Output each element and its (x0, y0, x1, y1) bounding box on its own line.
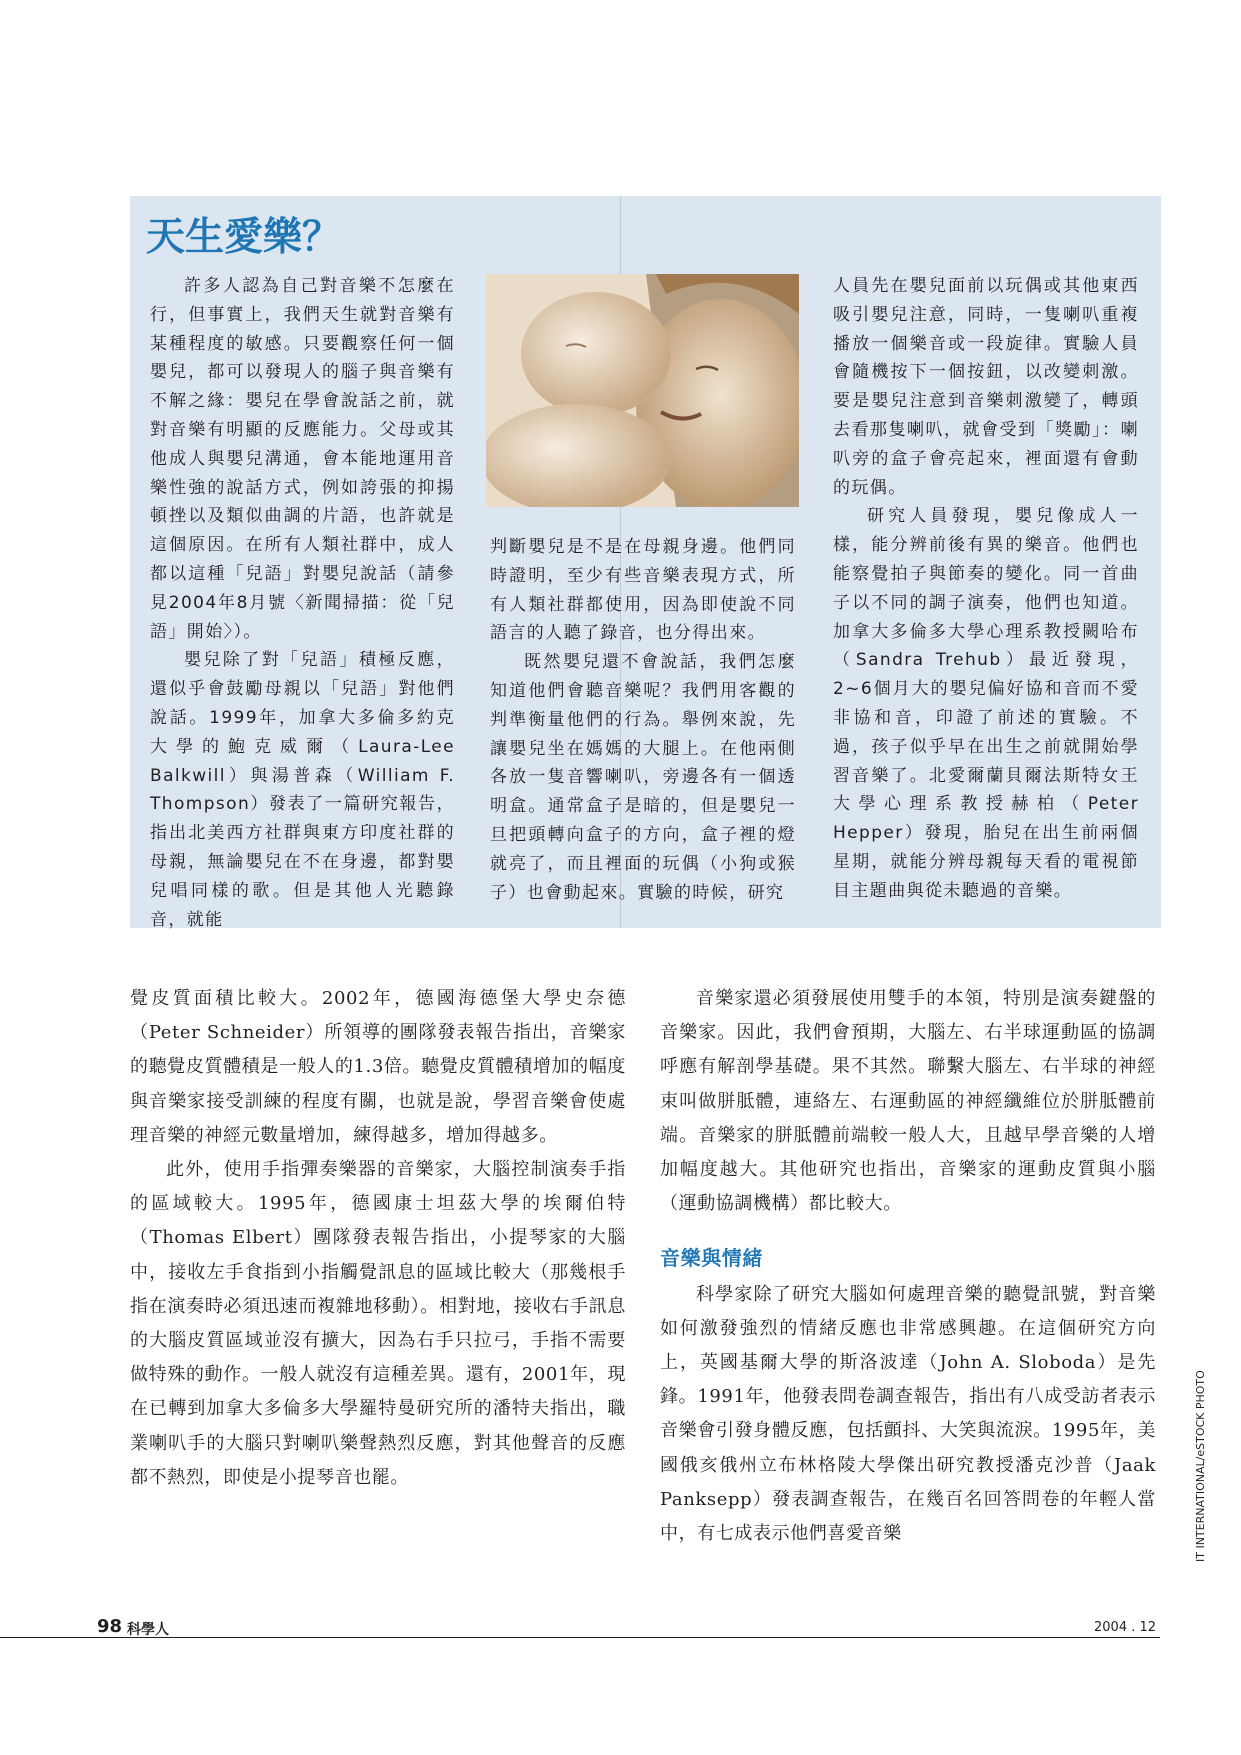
sidebar-paragraph: 嬰兒除了對「兒語」積極反應，還似乎會鼓勵母親以「兒語」對他們說話。1999年，加拿大多倫多約克大學的鮑克威爾（Laura-Lee Balkwill）與湯普森（William F. Thompson）發表了一篇研究報告，指出北美西方社群與東方印度社群的母親，無論嬰兒在不在身邊，都對嬰兒唱同樣的歌。但是其他人光聽錄音，就能 (150, 650, 455, 930)
body-paragraph: 覺皮質面積比較大。2002年，德國海德堡大學史奈德（Peter Schneider）所領導的團隊發表報告指出，音樂家的聽覺皮質體積是一般人的1.3倍。聽覺皮質體積增加的幅度與音樂家接受訓練的程度有關，也就是說，學習音樂會使處理音樂的神經元數量增加，練得越多，增加得越多。 (130, 988, 626, 1146)
body-paragraph: 音樂家還必須發展使用雙手的本領，特別是演奏鍵盤的音樂家。因此，我們會預期，大腦左、右半球運動區的協調呼應有解剖學基礎。果不其然。聯繫大腦左、右半球的神經束叫做胼胝體，連絡左、右運動區的神經纖維位於胼胝體前端。音樂家的胼胝體前端較一般人大，且越早學音樂的人增加幅度越大。其他研究也指出，音樂家的運動皮質與小腦（運動協調機構）都比較大。 (660, 988, 1156, 1215)
section-heading: 音樂與情緒 (660, 1246, 763, 1271)
mother-baby-photo (486, 274, 799, 507)
sidebar-column-3 (833, 272, 1139, 906)
issue-date: 2004 . 12 (1094, 1620, 1157, 1635)
photo-credit (1194, 1370, 1208, 1563)
body-paragraph: 此外，使用手指彈奏樂器的音樂家，大腦控制演奏手指的區域較大。1995年，德國康士坦茲大學的埃爾伯特（Thomas Elbert）團隊發表報告指出，小提琴家的大腦中，接收左手食指到小指觸覺訊息的區域比較大（那幾根手指在演奏時必須迅速而複雜地移動）。相對地，接收右手訊息的大腦皮質區域並沒有擴大，因為右手只拉弓，手指不需要做特殊的動作。一般人就沒有這種差異。還有，2001年，現在已轉到加拿大多倫多大學羅特曼研究所的潘特夫指出，職業喇叭手的大腦只對喇叭樂聲熱烈反應，對其他聲音的反應都不熱烈，即使是小提琴音也罷。 (130, 1159, 626, 1488)
sidebar-paragraph: 人員先在嬰兒面前以玩偶或其他東西吸引嬰兒注意，同時，一隻喇叭重複播放一個樂音或一段旋律。實驗人員會隨機按下一個按鈕，以改變刺激。要是嬰兒注意到音樂刺激變了，轉頭去看那隻喇叭，就會受到「獎勵」：喇叭旁的盒子會亮起來，裡面還有會動的玩偶。 (833, 276, 1139, 498)
footer-rule (0, 1637, 1160, 1638)
page-number: 98 (97, 1616, 123, 1637)
sidebar-paragraph: 許多人認為自己對音樂不怎麼在行，但事實上，我們天生就對音樂有某種程度的敏感。只要觀察任何一個嬰兒，都可以發現人的腦子與音樂有不解之緣：嬰兒在學會說話之前，就對音樂有明顯的反應能力。父母或其他成人與嬰兒溝通，會本能地運用音樂性強的說話方式，例如誇張的抑揚頓挫以及類似曲調的片語，也許就是這個原因。在所有人類社群中，成人都以這種「兒語」對嬰兒說話（請參見2004年8月號〈新聞掃描：從「兒語」開始〉）。 (150, 276, 455, 642)
main-column-left (130, 982, 626, 1495)
photo-credit-text: IT INTERNATIONAL/eSTOCK PHOTO (1194, 1370, 1207, 1562)
sidebar-paragraph: 既然嬰兒還不會說話，我們怎麼知道他們會聽音樂呢？我們用客觀的判準衡量他們的行為。舉例來說，先讓嬰兒坐在媽媽的大腿上。在他兩側各放一隻音響喇叭，旁邊各有一個透明盒。通常盒子是暗的，但是嬰兒一旦把頭轉向盒子的方向，盒子裡的燈就亮了，而且裡面的玩偶（小狗或猴子）也會動起來。實驗的時候，研究 (490, 652, 796, 903)
sidebar-column-1 (150, 272, 455, 934)
sidebar-paragraph: 判斷嬰兒是不是在母親身邊。他們同時證明，至少有些音樂表現方式，所有人類社群都使用，因為即使說不同語言的人聽了錄音，也分得出來。 (490, 537, 796, 644)
main-column-right (660, 982, 1156, 1551)
body-paragraph: 科學家除了研究大腦如何處理音樂的聽覺訊號，對音樂如何激發強烈的情緒反應也非常感興趣。在這個研究方向上，英國基爾大學的斯洛波達（John A. Sloboda）是先鋒。1991年，他發表問卷調查報告，指出有八成受訪者表示音樂會引發身體反應，包括顫抖、大笑與流淚。1995年，美國俄亥俄州立布林格陵大學傑出研究教授潘克沙普（Jaak Panksepp）發表調查報告，在幾百名回答問卷的年輕人當中，有七成表示他們喜愛音樂 (660, 1283, 1156, 1545)
mother-baby-illustration (486, 274, 799, 507)
magazine-name: 科學人 (127, 1622, 169, 1638)
sidebar-title: 天生愛樂？ (146, 214, 342, 260)
sidebar-column-2 (490, 533, 796, 907)
sidebar-paragraph: 研究人員發現，嬰兒像成人一樣，能分辨前後有異的樂音。他們也能察覺拍子與節奏的變化。同一首曲子以不同的調子演奏，他們也知道。加拿大多倫多大學心理系教授闕哈布（Sandra Trehub）最近發現，2~6個月大的嬰兒偏好協和音而不愛非協和音，印證了前述的實驗。不過，孩子似乎早在出生之前就開始學習音樂了。北愛爾蘭貝爾法斯特女王大學心理系教授赫柏（Peter Hepper）發現，胎兒在出生前兩個星期，就能分辨母親每天看的電視節目主題曲與從未聽過的音樂。 (833, 506, 1139, 901)
